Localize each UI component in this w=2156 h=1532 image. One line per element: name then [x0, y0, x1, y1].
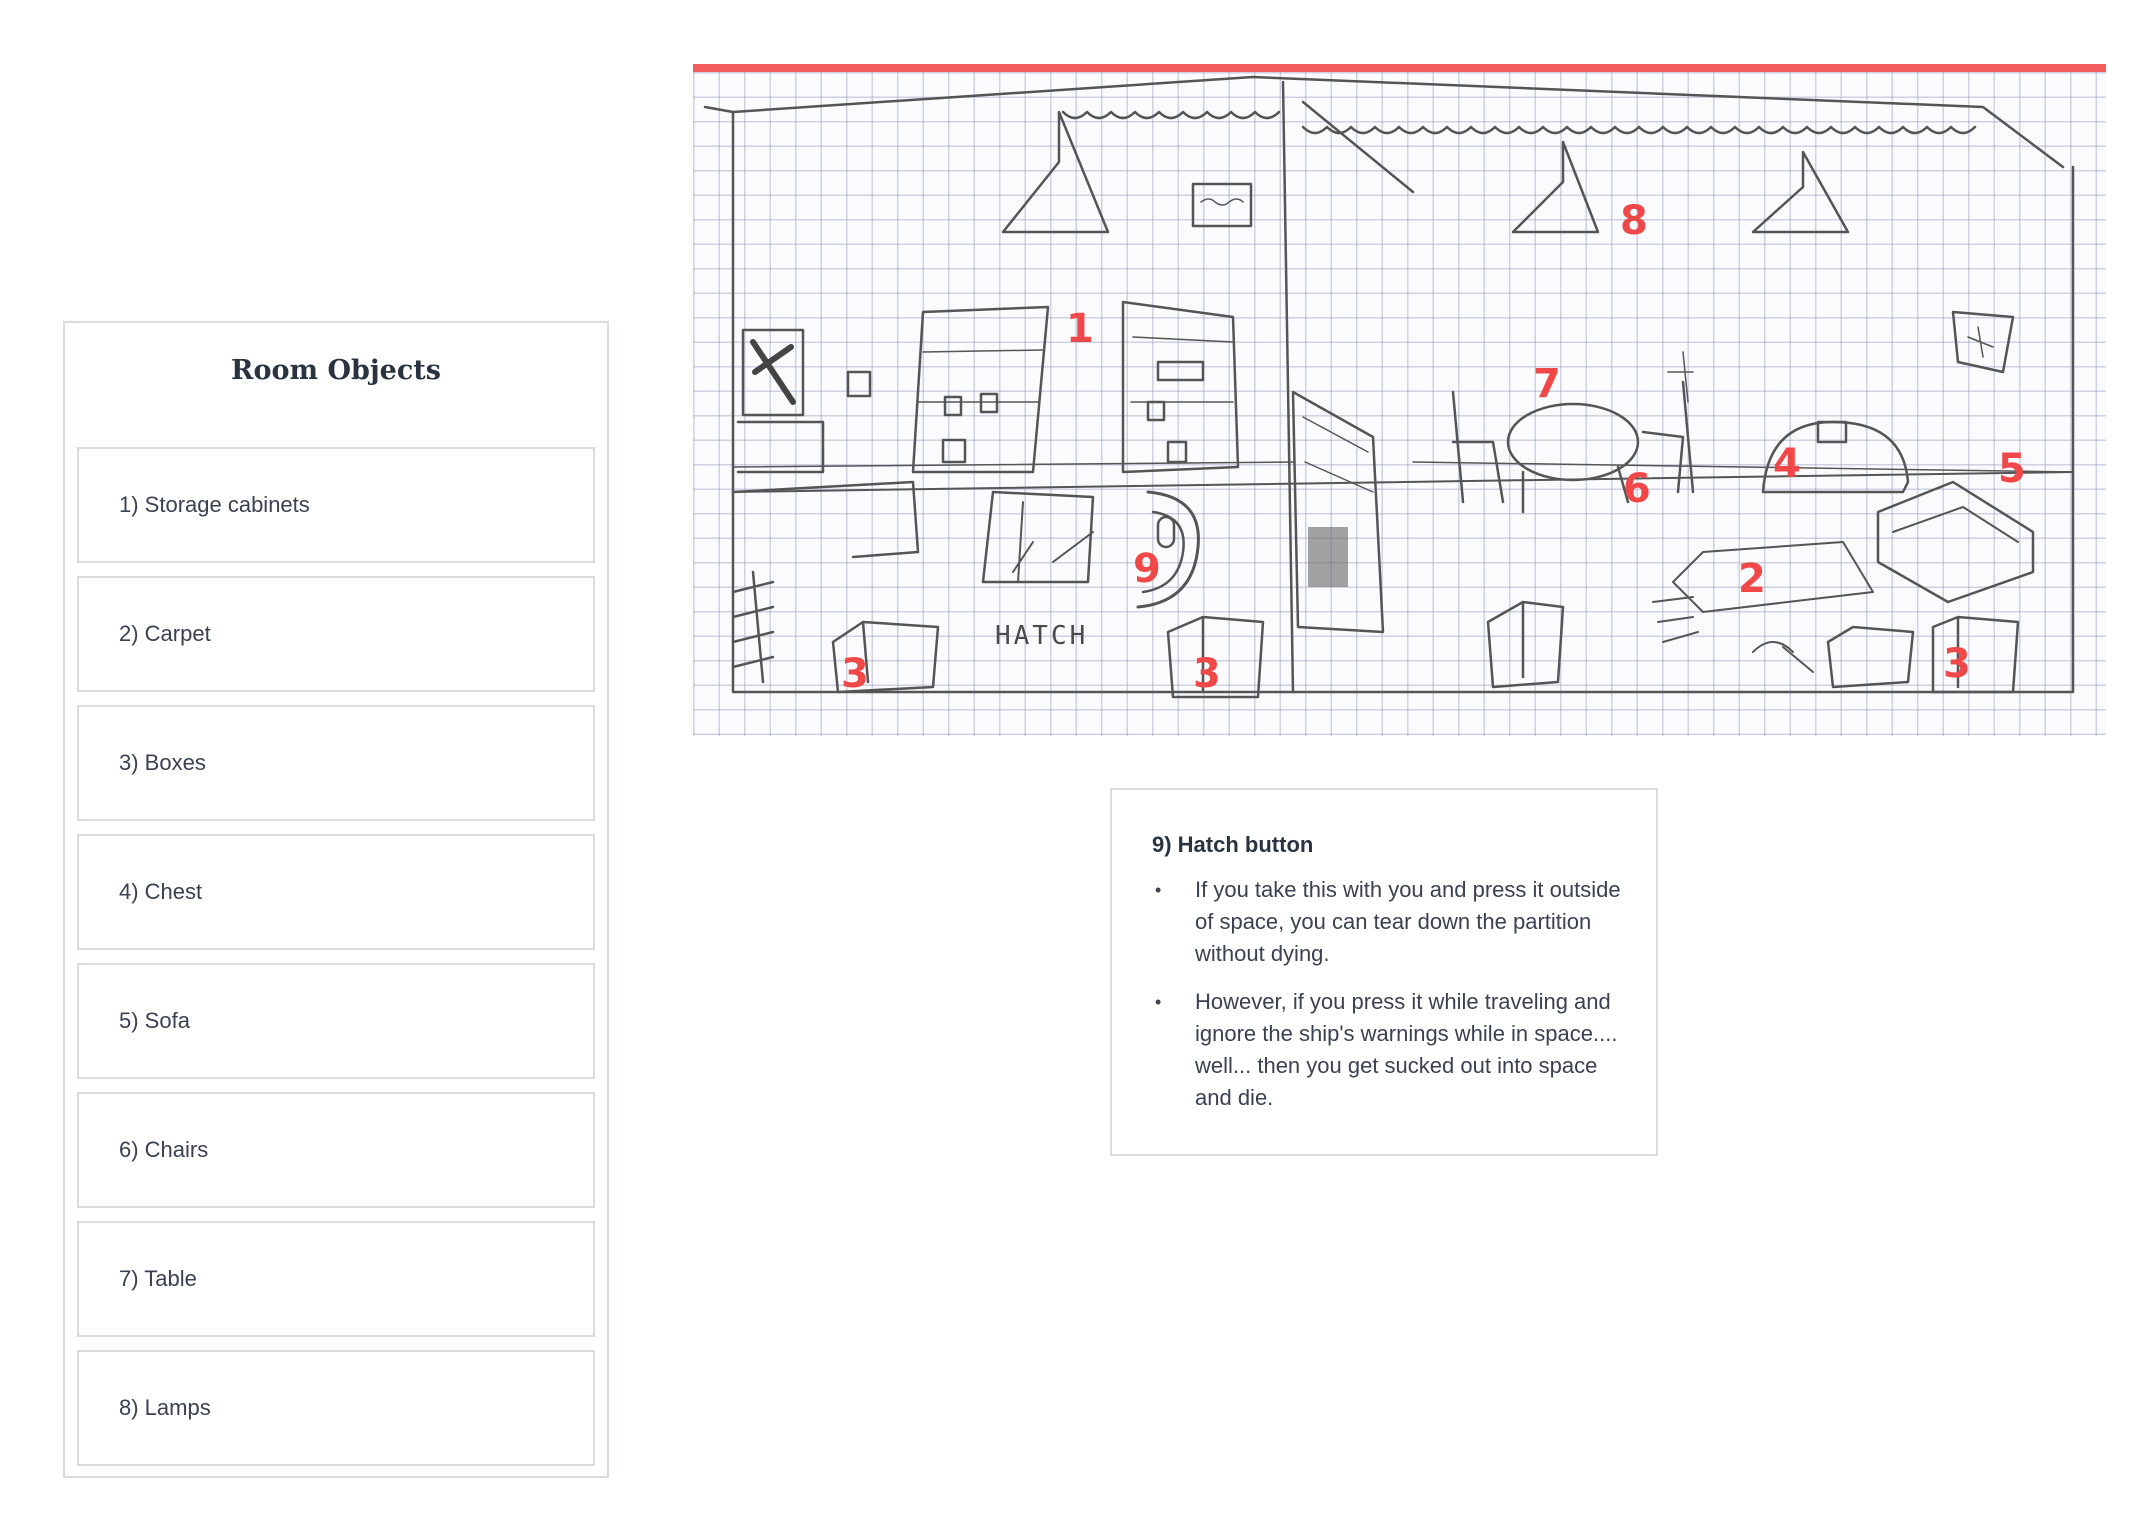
info-bullet: • If you take this with you and press it outside of space, you can tear down the partition without dying. — [1195, 874, 1622, 970]
list-item-storage-cabinets[interactable] — [77, 447, 595, 563]
room-outline — [705, 77, 2073, 692]
list-item-boxes[interactable] — [77, 705, 595, 821]
marker-3-right: 3 — [1943, 641, 1971, 687]
info-title: 9) Hatch button — [1152, 832, 1314, 857]
marker-3-middle: 3 — [1193, 651, 1221, 697]
marker-2: 2 — [1738, 556, 1766, 602]
storage-cabinet-1 — [913, 307, 1048, 472]
lamp-1 — [1003, 112, 1108, 232]
list-item-label: 7) Table — [119, 1266, 197, 1291]
marker-6: 6 — [1623, 466, 1651, 512]
list-item-label: 6) Chairs — [119, 1137, 209, 1162]
hatch — [983, 492, 1198, 607]
storage-cabinet-2 — [1123, 302, 1238, 472]
marker-4: 4 — [1773, 441, 1801, 487]
hatch-button-info-card — [1110, 788, 1658, 1156]
list-item-chest[interactable] — [77, 834, 595, 950]
marker-7: 7 — [1533, 361, 1561, 407]
box-right-1 — [1828, 627, 1913, 687]
lamp-3 — [1753, 152, 1848, 232]
sofa — [1878, 482, 2033, 602]
list-item-label: 4) Chest — [119, 879, 203, 904]
box-center-right — [1488, 602, 1563, 687]
marker-1: 1 — [1066, 306, 1094, 352]
wall-panel — [1293, 392, 1383, 632]
list-item-carpet[interactable] — [77, 576, 595, 692]
room-sketch-drawing — [693, 72, 2106, 736]
info-bullet-list — [1152, 874, 1622, 1130]
room-sketch-image — [693, 64, 2106, 736]
list-item-sofa[interactable] — [77, 963, 595, 1079]
ceiling-curtain — [1063, 112, 1975, 133]
floor-line — [733, 472, 2073, 492]
partition-wall — [1283, 82, 1413, 692]
list-item-label: 2) Carpet — [119, 621, 211, 646]
list-item-label: 1) Storage cabinets — [119, 492, 310, 517]
list-item-label: 5) Sofa — [119, 1008, 190, 1033]
room-objects-panel — [63, 321, 609, 1478]
table — [1508, 404, 1638, 512]
list-item-chairs[interactable] — [77, 1092, 595, 1208]
list-item-table[interactable] — [77, 1221, 595, 1337]
list-item-label: 3) Boxes — [119, 750, 206, 775]
panel-title: Room Objects — [231, 355, 441, 386]
shelf-line — [733, 462, 2073, 472]
marker-9: 9 — [1133, 546, 1161, 592]
wall-picture-right — [1953, 312, 2013, 372]
marker-3-left: 3 — [841, 651, 869, 697]
marker-8: 8 — [1620, 198, 1648, 244]
list-item-label: 8) Lamps — [119, 1395, 211, 1420]
left-stairs — [733, 572, 773, 682]
list-item-lamps[interactable] — [77, 1350, 595, 1466]
info-bullet: • However, if you press it while traveling and ignore the ship's warnings while in space.... well... then you get sucked out into space and die. — [1195, 986, 1622, 1114]
hatch-label: HATCH — [995, 621, 1089, 651]
marker-5: 5 — [1998, 446, 2026, 492]
lamp-2 — [1513, 142, 1598, 232]
